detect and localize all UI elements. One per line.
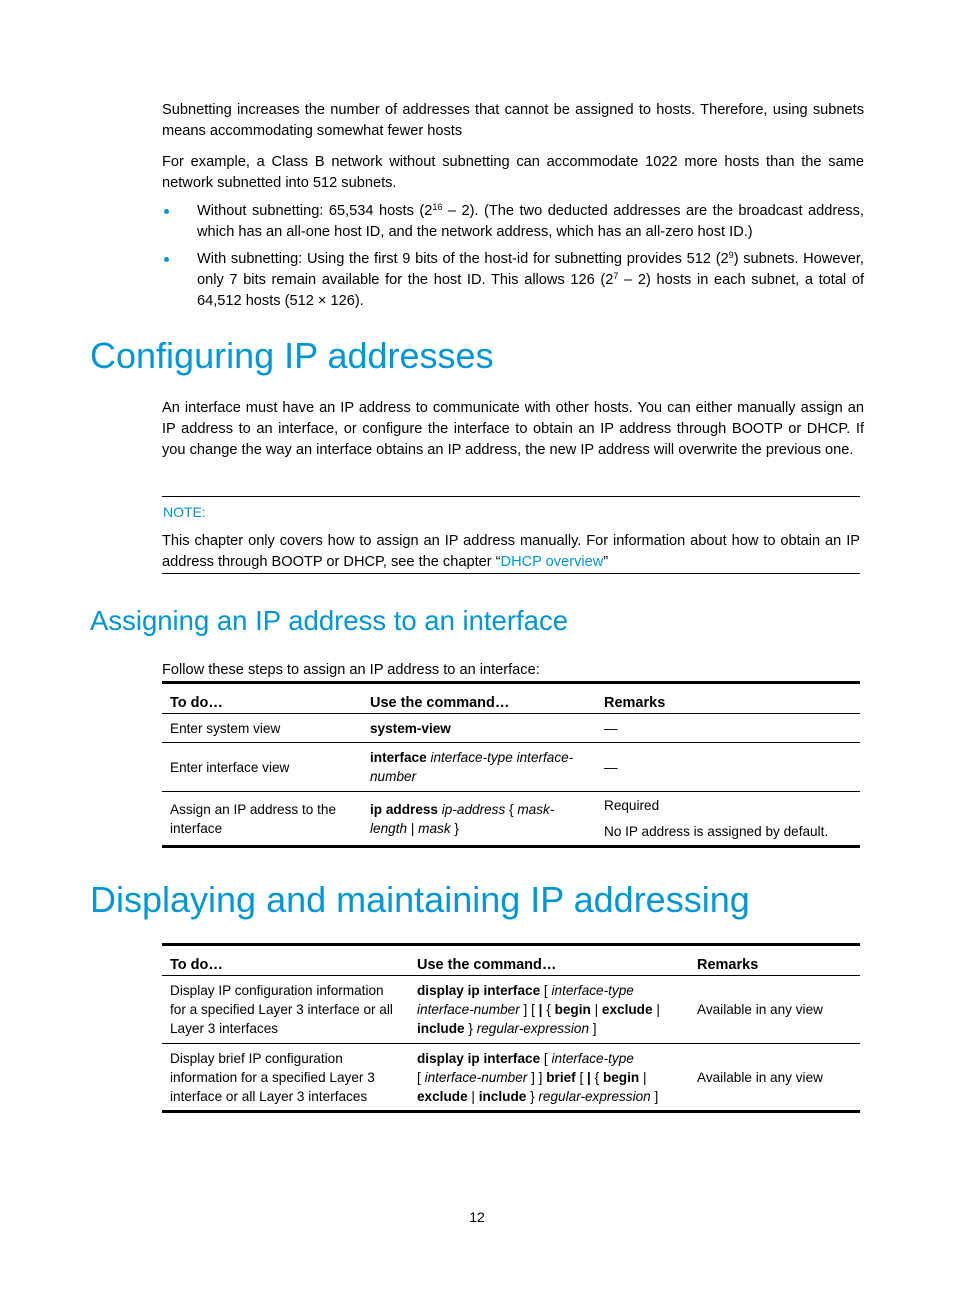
command-cell: display ip interface [ interface-type [ interface-number ] ] brief [ | { begin | exclude | include } regular-expression ] bbox=[409, 1044, 689, 1112]
intro-paragraph-2: For example, a Class B network without subnetting can accommodate 1022 more hosts than the same network subnetted into 512 subnets. bbox=[162, 154, 864, 191]
column-header-remarks: Remarks bbox=[689, 945, 860, 976]
note-text: This chapter only covers how to assign an IP address manually. For information about how to obtain an IP address through BOOTP or DHCP, see the chapter “DHCP overview” bbox=[162, 533, 860, 570]
bullet-item-1: Without subnetting: 65,534 hosts $(2^{16} - 2)$. (The two deducted addresses are the broadcast address, which has an all-one host ID, and the network address, which has an all-zero host ID.) bbox=[197, 202, 864, 240]
section-heading-configuring-ip: Configuring IP addresses bbox=[90, 335, 494, 376]
note-top-rule bbox=[162, 496, 860, 497]
page-number: 12 bbox=[469, 1209, 485, 1225]
command-cell: system-view bbox=[362, 714, 596, 743]
bullet-dot bbox=[164, 257, 169, 262]
intro-paragraph-1: Subnetting increases the number of addresses that cannot be assigned to hosts. Therefore, using subnets means accommodating somewhat fewer hosts bbox=[162, 102, 864, 139]
column-header-remarks: Remarks bbox=[596, 683, 860, 714]
section2-intro: Follow these steps to assign an IP address to an interface: bbox=[162, 662, 540, 678]
bullet-dot bbox=[164, 209, 169, 214]
section-heading-assigning-ip: Assigning an IP address to an interface bbox=[90, 605, 568, 636]
command-cell: ip address ip-address { mask-length | mask } bbox=[362, 792, 596, 847]
remarks-cell: — bbox=[596, 743, 860, 792]
command-cell: display ip interface [ interface-type interface-number ] [ | { begin | exclude | include } regular-expression ] bbox=[409, 976, 689, 1044]
column-header-command: Use the command… bbox=[409, 945, 689, 976]
note-bottom-rule bbox=[162, 573, 860, 574]
todo-cell: Display IP configuration information for a specified Layer 3 interface or all Layer 3 interfaces bbox=[162, 976, 409, 1044]
table-row bbox=[162, 1044, 860, 1112]
note-label: NOTE: bbox=[163, 504, 206, 520]
table-row bbox=[162, 792, 860, 847]
todo-cell: Display brief IP configuration information for a specified Layer 3 interface or all Layer 3 interfaces bbox=[162, 1044, 409, 1112]
section1-body: An interface must have an IP address to communicate with other hosts. You can either manually assign an IP address to an interface, or configure the interface to obtain an IP address through BOOTP or DHCP. If you change the way an interface obtains an IP address, the new IP address will overwrite the previous one. bbox=[162, 400, 864, 458]
column-header-todo: To do… bbox=[162, 683, 362, 714]
bullet-item-2: With subnetting: Using the first 9 bits of the host-id for subnetting provides 512 $(2^9)$ subnets. However, only 7 bits remain available for the host ID. This allows 126 $(2^7 - 2)$ hosts in each subnet, a total of 64,512 hosts (512 × 126). bbox=[197, 250, 865, 309]
table-row bbox=[162, 714, 860, 743]
display-ip-table bbox=[162, 943, 860, 1113]
section-heading-displaying-ip: Displaying and maintaining IP addressing bbox=[90, 879, 750, 920]
table-row bbox=[162, 743, 860, 792]
column-header-command: Use the command… bbox=[362, 683, 596, 714]
assign-ip-table bbox=[162, 681, 860, 848]
remarks-cell: — bbox=[596, 714, 860, 743]
column-header-todo: To do… bbox=[162, 945, 409, 976]
command-cell: interface interface-type interface-number bbox=[362, 743, 596, 792]
todo-cell: Enter system view bbox=[162, 714, 362, 743]
remarks-cell: Available in any view bbox=[689, 1044, 860, 1112]
dhcp-overview-link[interactable]: DHCP overview bbox=[500, 554, 604, 570]
remarks-cell: Available in any view bbox=[689, 976, 860, 1044]
todo-cell: Assign an IP address to the interface bbox=[162, 792, 362, 847]
remarks-cell: Required No IP address is assigned by default. bbox=[596, 792, 860, 847]
todo-cell: Enter interface view bbox=[162, 743, 362, 792]
table-row bbox=[162, 976, 860, 1044]
